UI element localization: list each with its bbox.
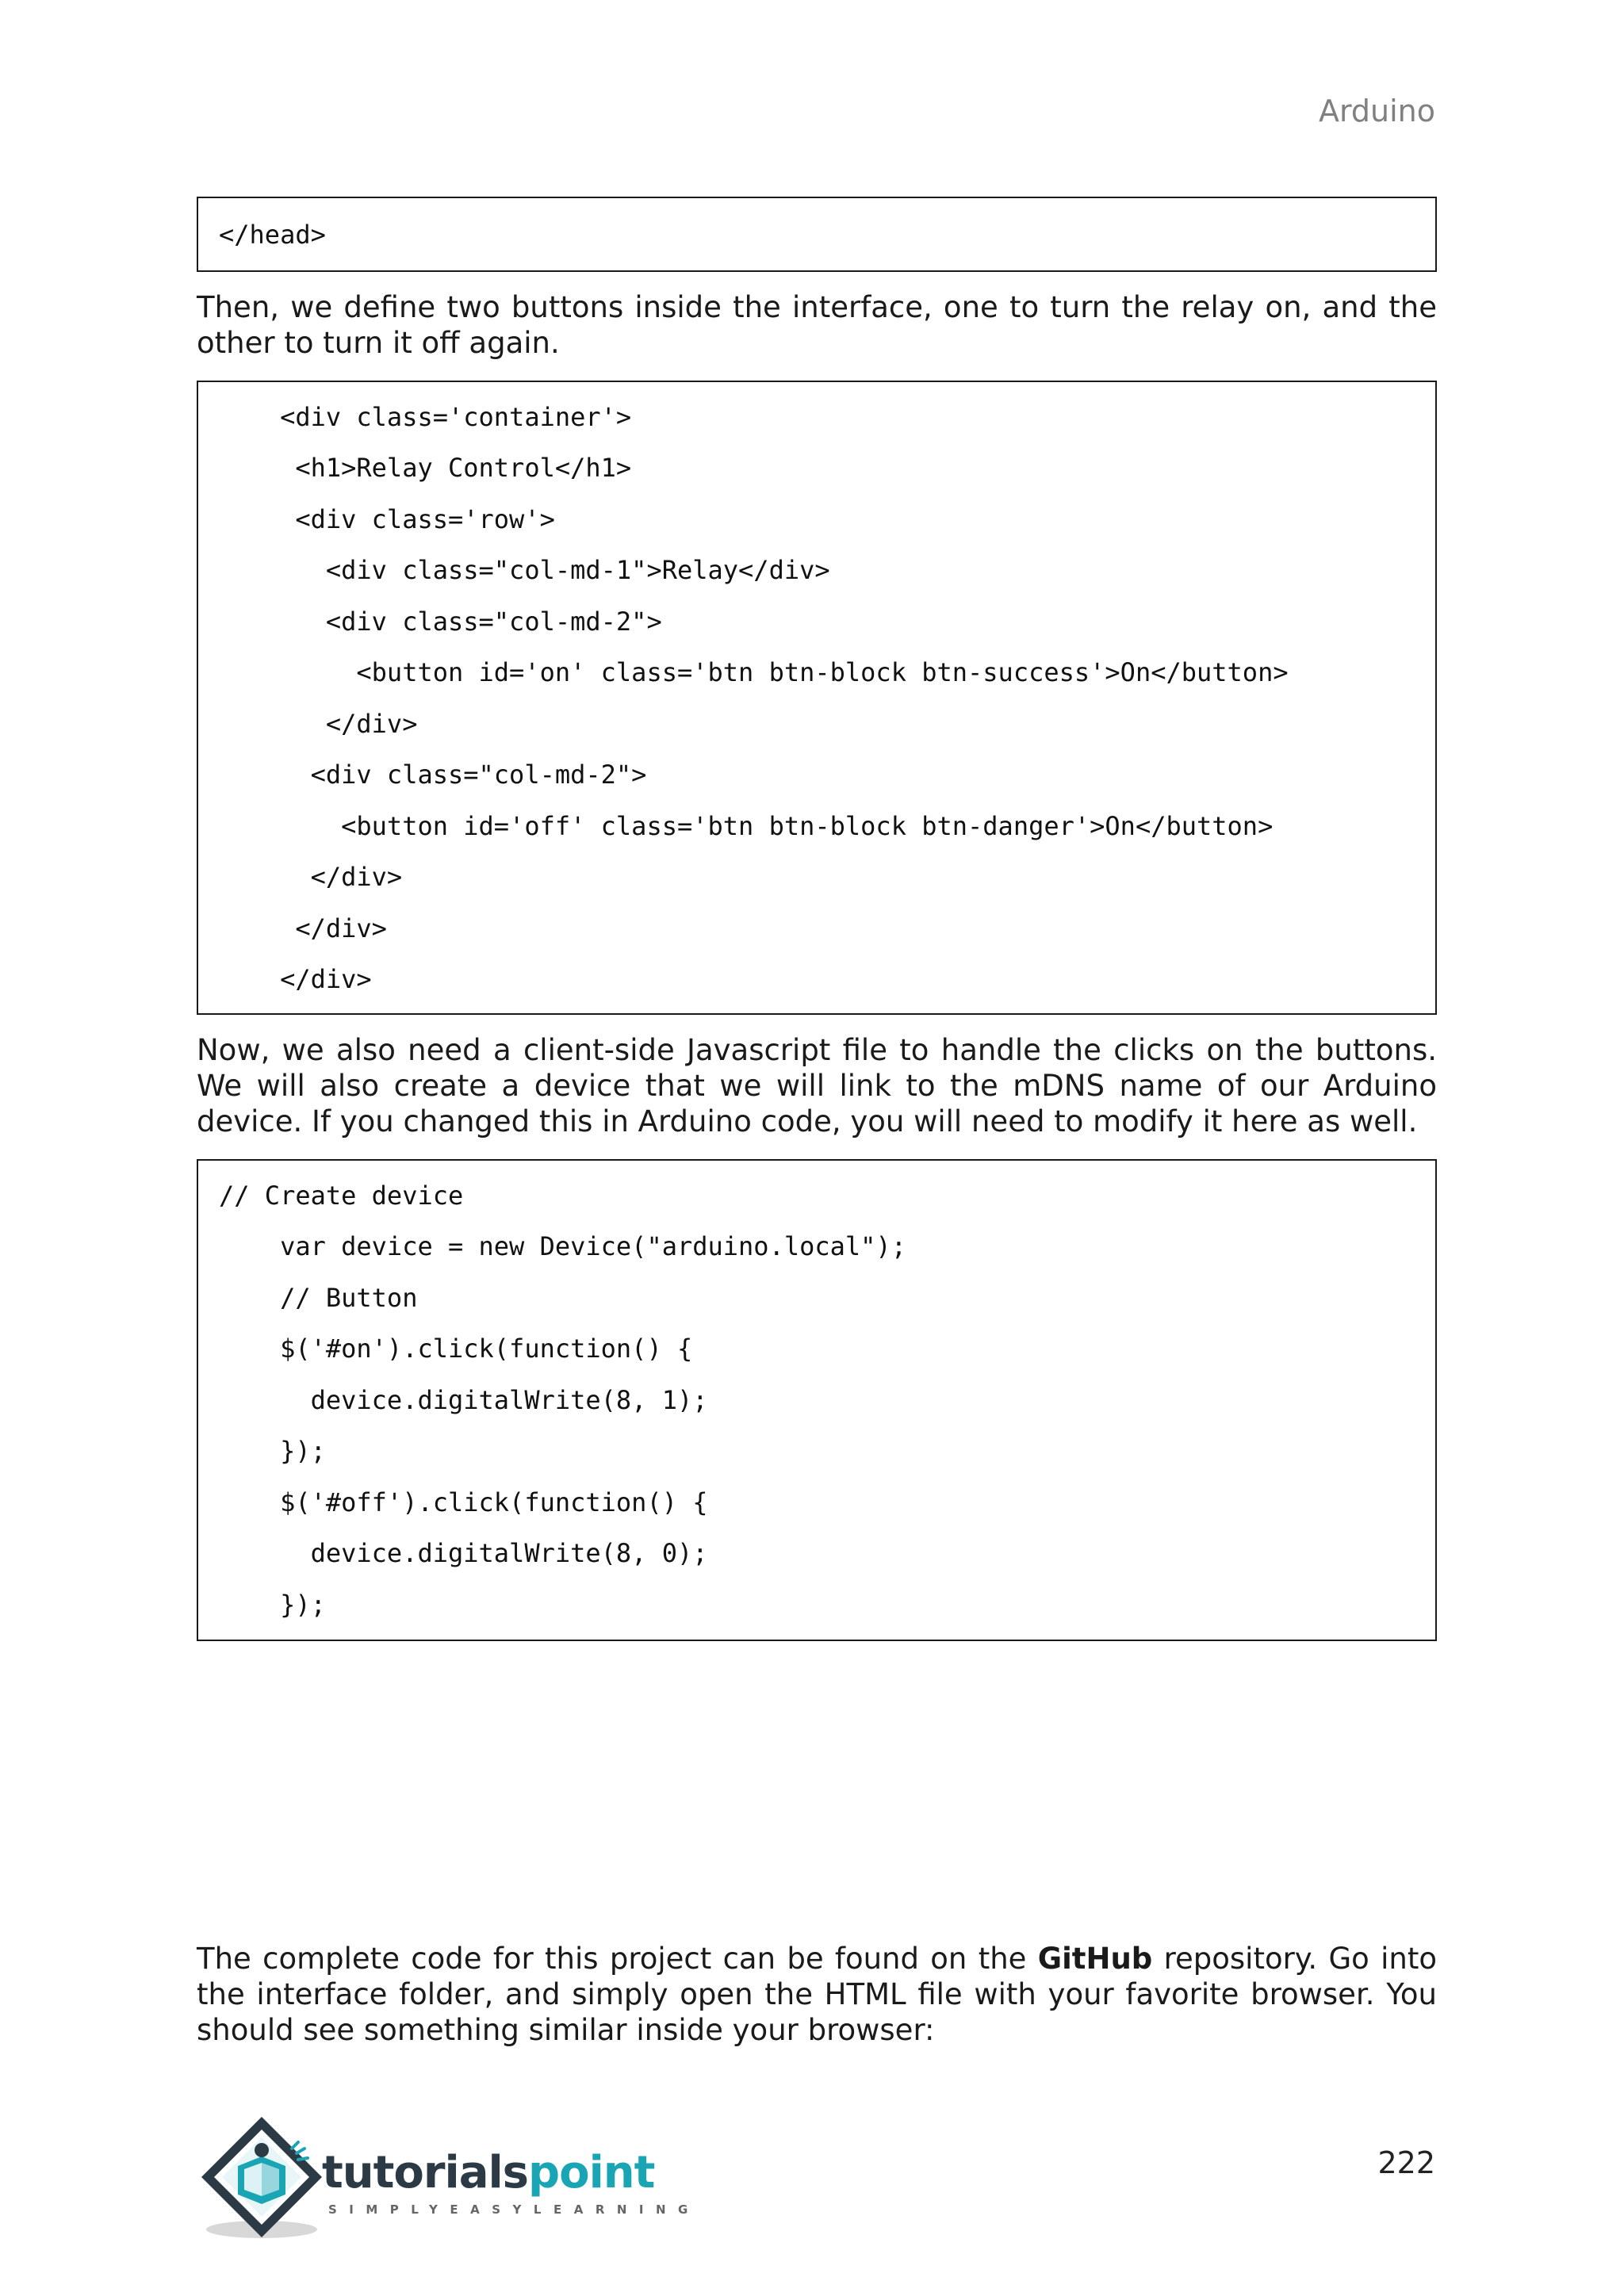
code-line: <div class='container'> [219, 401, 632, 432]
paragraph-text: The complete code for this project can be found on the [197, 1942, 1038, 1976]
code-line: </div> [219, 708, 418, 739]
code-line: <div class="col-md-1">Relay</div> [219, 555, 830, 585]
code-line: $('#on').click(function() { [219, 1334, 693, 1364]
code-line: }); [219, 1436, 326, 1466]
code-line: </div> [219, 913, 387, 943]
code-block-html-buttons [197, 381, 1437, 1015]
code-line: <h1>Relay Control</h1> [219, 453, 632, 483]
paragraph-github-note [197, 1941, 1437, 2048]
paragraph-text: repository. Go into the interface folder, and simply open the HTML file with your favorite browser. You should see something similar inside your browser: [197, 1942, 1437, 2047]
code-line: <button id='off' class='btn btn-block btn-danger'>On</button> [219, 810, 1274, 841]
code-line: </div> [219, 964, 372, 994]
page-content [197, 197, 1437, 1641]
logo-tagline: SIMPLYEASYLEARNING [328, 2202, 700, 2217]
code-block-head-close [197, 197, 1437, 272]
code-line: device.digitalWrite(8, 0); [219, 1538, 708, 1568]
tutorialspoint-logo-icon [197, 2110, 331, 2245]
code-line: }); [219, 1589, 326, 1620]
page-number: 222 [1377, 2145, 1435, 2180]
code-line: device.digitalWrite(8, 1); [219, 1384, 708, 1415]
running-header: Arduino [1318, 94, 1435, 128]
tutorialspoint-logo [197, 2110, 700, 2245]
code-line: // Button [219, 1282, 418, 1313]
code-line: <button id='on' class='btn btn-block btn-success'>On</button> [219, 657, 1289, 687]
github-link-text: GitHub [1037, 1942, 1153, 1976]
code-line: </head> [219, 220, 326, 250]
paragraph-buttons-intro: Then, we define two buttons inside the interface, one to turn the relay on, and the other to turn it off again. [197, 289, 1437, 360]
code-line: var device = new Device("arduino.local"); [219, 1231, 906, 1261]
code-line: // Create device [219, 1180, 464, 1211]
code-line: <div class="col-md-2"> [219, 760, 647, 790]
code-line: <div class='row'> [219, 503, 555, 534]
code-line: $('#off').click(function() { [219, 1487, 708, 1517]
paragraph-javascript-intro: Now, we also need a client-side Javascript file to handle the clicks on the buttons. We will also create a device that we will link to the mDNS name of our Arduino device. If you changed this in Arduino code, you will need to modify it here as well. [197, 1032, 1437, 1138]
logo-wordmark: tutorialspoint [322, 2147, 655, 2198]
code-line: </div> [219, 862, 403, 892]
code-line: <div class="col-md-2"> [219, 606, 662, 637]
code-block-javascript [197, 1159, 1437, 1642]
